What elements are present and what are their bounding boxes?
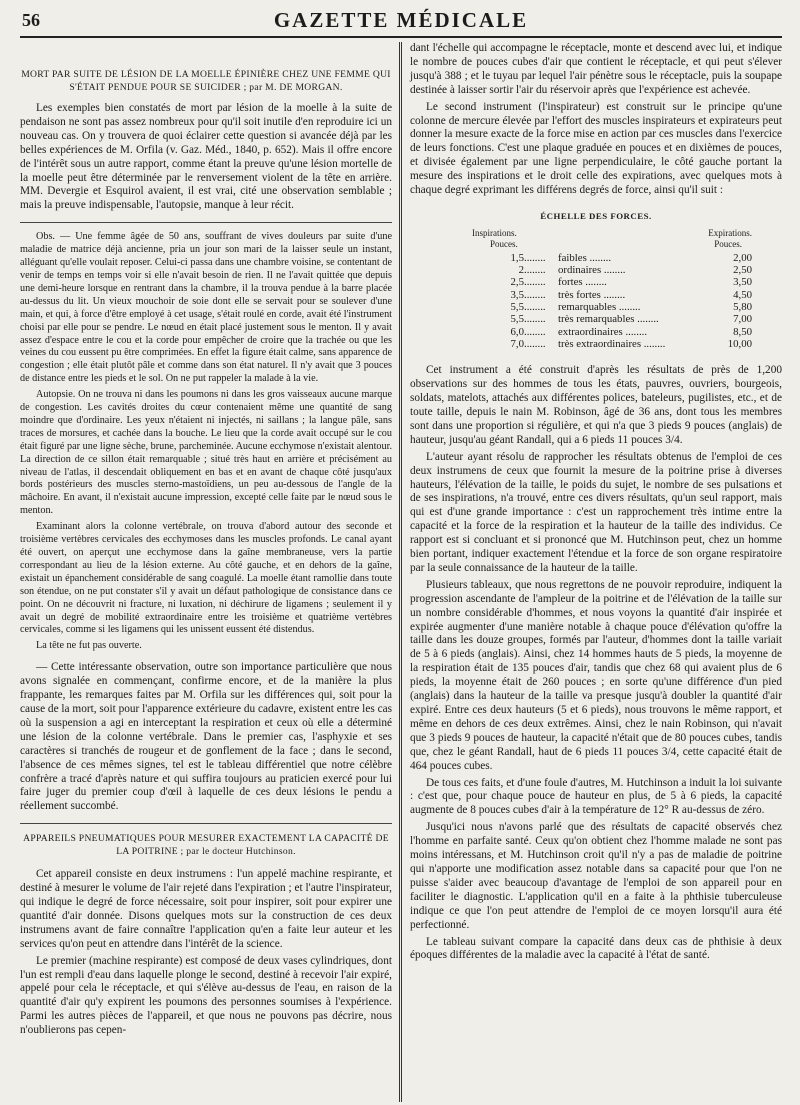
scale-exp-value: 3,50 bbox=[733, 276, 752, 289]
scale-insp-value: 7,0 bbox=[510, 337, 524, 350]
scale-insp-value: 5,5 bbox=[510, 313, 524, 326]
insp-header: Inspirations. bbox=[472, 227, 517, 238]
divider bbox=[20, 222, 392, 223]
scale-row bbox=[488, 313, 752, 325]
scale-exp-value: 4,50 bbox=[733, 288, 752, 301]
dot-leader: ........ bbox=[524, 313, 546, 326]
scale-force-label: extraordinaires ........ bbox=[558, 325, 648, 338]
scale-insp-value: 1,5 bbox=[510, 251, 524, 264]
insp-unit: Pouces. bbox=[490, 238, 518, 249]
left-column bbox=[20, 42, 399, 1102]
exp-header: Expirations. bbox=[708, 227, 752, 238]
article2-paragraph: Cet appareil consiste en deux instrumens : l'un appelé machine respirante, et destiné à mesurer le volume de l'air rejeté dans l'expiration ; et l'autre l'inspirateur, qui indique le degré de force nécessaire, soit pour inspirer, soit pour expirer une quantité d'air donnée. Disons quelques mots sur la construction de ces deux instrumens avant de faire connaître l'application qu'en a faite leur auteur et les services qu'on peut en attendre dans l'intérêt de la science. bbox=[20, 868, 392, 950]
commentary-paragraph: — Cette intéressante observation, outre son importance particulière que nous avons signalée en commençant, confirme encore, et de la manière la plus frappante, les remarques faites par M. Orfila sur les différences qui, soit pour la cause de la mort, soit pour l'apparence extérieure du cadavre, existent entre les cas où la suspension a agi en interceptant la respiration et ceux où elle a déterminé une lésion de la colonne vertébrale. Dans le premier cas, l'asphyxie et ses caractères si tranchés de rougeur et de gonflement de la face ; dans le second, l'absence de ces mêmes signes, tel est le tableau différentiel que notre célèbre confrère a tracé d'après nature et qui suffira toujours au praticien exercé pour lui faire juger du premier coup d'œil à laquelle de ces deux lésions le pendu a réellement succombé. bbox=[20, 661, 392, 813]
scale-row bbox=[488, 338, 752, 350]
scale-force-label: très fortes ........ bbox=[558, 288, 626, 301]
tableaux-paragraph: Plusieurs tableaux, que nous regrettons de ne pouvoir reproduire, indiquent la progression ascendante de l'ampleur de la poitrine et de l'élévation de la taille sur un nombre considérable d'hommes, et nous voyons la quantité d'air inspirée et expirée augmenter d'une manière notable à chaque pouce d'élévation qu'offre la taille dans les douze groupes, formés par l'auteur, d'hommes dont la taille variait de 5 à 6 pieds (anglais). Ainsi, chez 14 hommes hauts de 5 pieds, la moyenne de la respiration était de 135 pouces d'air, tandis que chez 68 qui avaient plus de 6 pieds, la moyenne était de 260 pouces ; en sorte qu'une différence d'un pied (anglais) dans la hauteur de la taille va presque jusqu'à doubler la quantité d'air expiré. Entre ces deux hauteurs (5 et 6 pieds), nous trouvons le même rapport, et même en dehors de ces deux extrêmes. Ainsi, chez le nain Robinson, qui n'avait que 3 pieds 9 pouces de hauteur, la capacité n'était que de 80 pouces cubes, tandis que, chez le géant Randall, haut de 6 pieds 11 pouces 3/4, cette capacité était de 464 pouces cubes. bbox=[410, 578, 782, 772]
exp-unit: Pouces. bbox=[714, 238, 742, 249]
scale-row bbox=[488, 326, 752, 338]
rapport-paragraph: L'auteur ayant résolu de rapprocher les résultats obtenus de l'emploi de ces deux instrumens de ceux que fournit la mesure de la poitrine prise à diverses hauteurs, l'élévation de la taille, le poids du sujet, le nombre de ses pulsations et de ses inspirations, n'a trouvé, entre ces divers résultats, qu'un seul rapport, mais qui est d'une grande importance : c'est un rapprochement très intime entre la capacité et la force de la respiration et la hauteur de la taille des individus. Ce rapport est si concluant et si prononcé que M. Hutchinson peut, chez un homme bien portant, indiquer exactement l'étendue et la force de son organe respiratoire par la seule connaissance de la hauteur de la taille. bbox=[410, 450, 782, 574]
scale-force-label: très extraordinaires ........ bbox=[558, 337, 666, 350]
autopsy-paragraph: Autopsie. On ne trouva ni dans les poumons ni dans les gros vaisseaux aucune marque de congestion. Les cavités droites du cœur contenaient même une quantité de sang moindre que d'ordinaire. Les yeux n'étaient ni injectés, ni saillans ; la langue pâle, sans traces de morsures, et cachée dans la bouche. Le lieu que la corde avait occupé sur le cou était figuré par une ligne sèche, brune, parcheminée. Aucune ecchymose n'existait alentour. La direction de ce sillon était remarquable ; situé très haut en arrière et précisément au niveau de l'atlas, il descendait obliquement en bas et en avant de chaque côté jusqu'aux bords postérieurs des muscles sterno-mastoïdiens, un peu au-dessous de l'angle de la mâchoire. En avant, il n'existait aucune impression, excepté celle faite par le nœud sous le menton. bbox=[20, 389, 392, 517]
scale-table bbox=[488, 252, 752, 350]
page-header bbox=[20, 6, 782, 38]
scale-title: ÉCHELLE DES FORCES. bbox=[540, 210, 652, 221]
observation-paragraph: Obs. — Une femme âgée de 50 ans, souffrant de vives douleurs par suite d'une maladie de matrice déjà ancienne, pria un jour son mari de la laisser seule un instant, alléguant qu'elle voulait reposer. Celui-ci passa dans une chambre voisine, se contentant de venir de temps en temps voir si elle n'avait besoin de rien. Il ne l'avait quittée que depuis une demi-heure lorsque en rentrant dans la chambre, il la trouva pendue à la barre placée au-dessus du lit. Un vieux mouchoir de soie dont elle se servait pour se soulever d'une main, et qui, à force d'être employé à cet usage, s'était roulé en corde, avait été l'instrument choisi par elle pour se pendre. Le nœud en était placé justement sous le menton. Il y avait assez d'espace entre le cou et la corde pour empêcher de croire que la trachée ou que les veines du cou eussent pu être comprimées. En effet la figure était calme, sans apparence de congestion ; elle était plutôt pâle et comme dans son état naturel. Il n'y avait que 3 pouces de distance entre les pieds et le sol. On ne put rappeler la malade à la vie. bbox=[20, 231, 392, 385]
scale-exp-value: 10,00 bbox=[727, 337, 752, 350]
dot-leader: ........ bbox=[524, 276, 546, 289]
spine-paragraph: Examinant alors la colonne vertébrale, on trouva d'abord autour des seconde et troisième vertèbres cervicales des ecchymoses dans les muscles profonds. Le canal ayant été ouvert, on aperçut une ecchymose dans la gaîne membraneuse, vers la partie correspondant au lieu de la lésion externe. Au côté gauche, et en dehors de la gaîne, existait un épanchement considérable de sang coagulé. La moelle étant ramollie dans toute son étendue, on ne put constater s'il y avait un défaut pathologique de consistance dans ce point. On ne découvrit ni fracture, ni luxation, ni déchirure de ligamens ; seulement il y avait un degré de mobilité extraordinaire entre les troisième et quatrième vertèbres cervicales, comme si les ligamens qui les unissent eussent été distendus. bbox=[20, 521, 392, 636]
dot-leader: ........ bbox=[524, 264, 546, 277]
scale-insp-value: 2,5 bbox=[510, 276, 524, 289]
scale-row bbox=[488, 301, 752, 313]
columns bbox=[20, 42, 782, 1102]
scale-exp-value: 5,80 bbox=[733, 301, 752, 314]
right-column bbox=[402, 42, 782, 1102]
tableau-suivant-paragraph: Le tableau suivant compare la capacité dans deux cas de phthisie à deux époques différentes de la maladie avec la capacité à l'état de santé. bbox=[410, 935, 782, 962]
scale-force-label: fortes ........ bbox=[558, 276, 607, 289]
loi-paragraph: De tous ces faits, et d'une foule d'autres, M. Hutchinson a induit la loi suivante : c'est que, pour chaque pouce de hauteur en plus, de 5 à 6 pieds, la capacité augmente de 8 pouces cubes d'air à la température de 12° R au-dessus de zéro. bbox=[410, 776, 782, 817]
dot-leader: ........ bbox=[524, 288, 546, 301]
inspirateur-paragraph: Le second instrument (l'inspirateur) est construit sur le principe qu'une colonne de mercure élevée par l'effort des muscles inspirateurs et expirateurs peut donner la mesure exacte de la force mise en action par ces muscles dans l'exercice de leurs fonctions. C'est une plaque graduée en pouces et en dixièmes de pouces, et divisée également par une ligne perpendiculaire, le côté gauche portant la mesure des inspirations et le droit celle des expirations, avec quelques mots à chaque degré exprimant les différens degrés de force, ainsi qu'il suit : bbox=[410, 100, 782, 197]
scale-exp-value: 8,50 bbox=[733, 325, 752, 338]
scale-force-label: très remarquables ........ bbox=[558, 313, 659, 326]
scale-insp-value: 2 bbox=[518, 264, 524, 277]
scale-row bbox=[488, 276, 752, 288]
dot-leader: ........ bbox=[524, 337, 546, 350]
page-number: 56 bbox=[22, 10, 40, 30]
divider bbox=[20, 823, 392, 824]
article2-paragraph: Le premier (machine respirante) est composé de deux vases cylindriques, dont l'un est rempli d'eau dans laquelle plonge le second, destiné à recevoir l'air expiré, appelé pour cela le réceptacle, et qui s'élève au-dessus de l'eau, en raison de la quantité d'air qu'y expirent les poumons des personnes soumises à l'expérience. Parmi les autres pièces de l'appareil, et que nous ne pouvons pas décrire, nous n'oublierons pas cepen- bbox=[20, 954, 392, 1037]
scale-force-label: faibles ........ bbox=[558, 251, 612, 264]
dot-leader: ........ bbox=[524, 251, 546, 264]
dot-leader: ........ bbox=[524, 301, 546, 314]
continued-paragraph: dant l'échelle qui accompagne le réceptacle, monte et descend avec lui, et indique le nombre de pouces cubes d'air que contient le réceptacle, et qui peut s'élever jusqu'à 388 ; et le tuyau par lequel l'air pénètre sous le réceptacle, puis la soupape destinée à laisser sortir l'air du réservoir après que l'expérience est achevée. bbox=[410, 42, 782, 96]
scale-force-label: ordinaires ........ bbox=[558, 264, 626, 277]
scale-exp-value: 2,00 bbox=[733, 251, 752, 264]
scale-insp-value: 6,0 bbox=[510, 325, 524, 338]
article1-title: MORT PAR SUITE DE LÉSION DE LA MOELLE ÉPINIÈRE CHEZ UNE FEMME QUI S'ÉTAIT PENDUE POUR SE SUICIDER ; par M. DE MORGAN. bbox=[21, 69, 391, 93]
scale-exp-value: 7,00 bbox=[733, 313, 752, 326]
observations-paragraph: Cet instrument a été construit d'après les résultats de près de 1,200 observations sur des hommes de tous les états, pauvres, ouvriers, bourgeois, soldats, matelots, attachés aux différentes polices, bateleurs, pugilistes, etc., et de toute taille, depuis le nain M. Robinson, âgé de 36 ans, dont tous les membres sont dans une proportion si régulière, et qui n'a que 3 pieds 9 pouces (anglais) de hauteur, jusqu'au géant Randall, qui a 6 pieds 11 pouces 3/4. bbox=[410, 364, 782, 446]
scale-row bbox=[488, 264, 752, 276]
journal-title: GAZETTE MÉDICALE bbox=[273, 8, 529, 32]
scale-exp-value: 2,50 bbox=[733, 264, 752, 277]
head-paragraph: La tête ne fut pas ouverte. bbox=[36, 640, 142, 652]
malade-paragraph: Jusqu'ici nous n'avons parlé que des résultats de capacité observés chez l'homme en parfaite santé. Ceux qu'on obtient chez l'homme malade ne sont pas moins intéressans, et M. Hutchinson croit qu'il n'y a pas de maladie de poitrine qui n'apporte une modification assez notable dans sa capacité pour que l'on ne puisse s'aider avec beaucoup d'avantage de l'emploi de son appareil pour en faciliter le diagnostic. L'application qu'il en a faite à la phthisie tuberculeuse indique ce que l'on peut attendre de l'emploi de ce moyen lorsqu'il aura été perfectionné. bbox=[410, 821, 782, 931]
scale-force-label: remarquables ........ bbox=[558, 301, 641, 314]
scale-insp-value: 3,5 bbox=[510, 288, 524, 301]
scale-row bbox=[488, 252, 752, 264]
article2-title: APPAREILS PNEUMATIQUES POUR MESURER EXACTEMENT LA CAPACITÉ DE LA POITRINE ; par le docteur Hutchinson. bbox=[23, 833, 389, 858]
article1-intro-paragraph: Les exemples bien constatés de mort par lésion de la moelle à la suite de pendaison ne sont pas assez nombreux pour qu'il soit inutile d'en reproduire ici un nouveau cas. On y trouvera de quoi éclairer cette question si avancée déjà par les belles expériences de M. Orfila (v. Gaz. Méd., 1840, p. 652). Mais il offre encore de l'intérêt sous un autre rapport, comme étant la preuve qu'une lésion mortelle de la moelle peut être déterminée par le renversement violent de la tête en arrière. MM. Devergie et Esquirol avaient, il est vrai, cité une observation semblable ; mais la preuve indispensable, l'autopsie, manque à leur récit. bbox=[20, 102, 392, 212]
scale-row bbox=[488, 289, 752, 301]
scale-insp-value: 5,5 bbox=[510, 301, 524, 314]
scale-header bbox=[410, 228, 782, 250]
dot-leader: ........ bbox=[524, 325, 546, 338]
